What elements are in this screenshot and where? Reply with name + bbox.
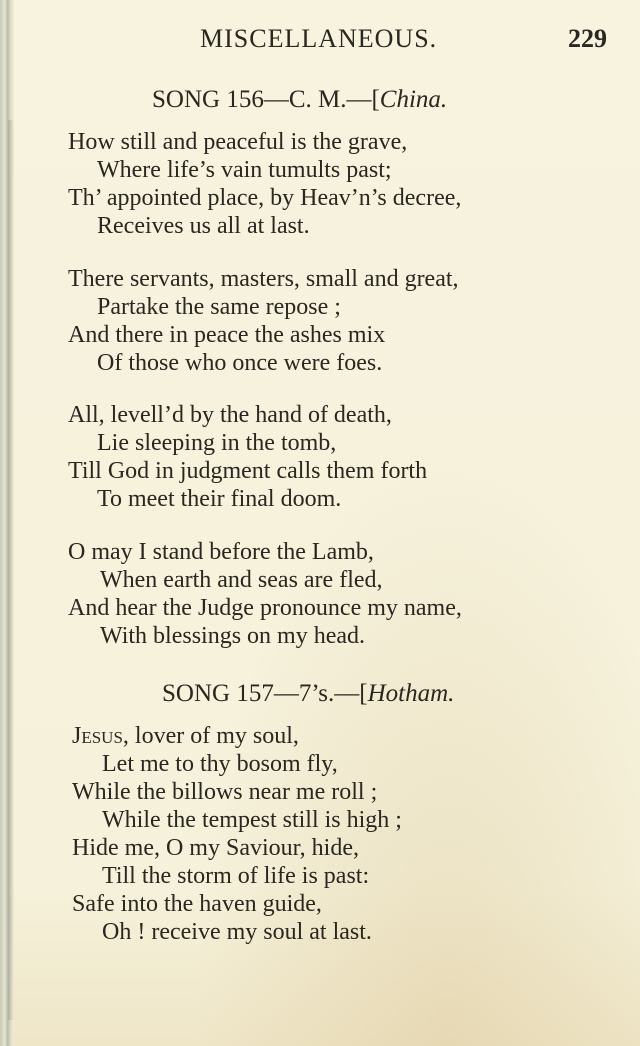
- song-title-prefix: SONG 157—7’s.—[: [162, 680, 368, 707]
- first-word: Jesus: [72, 723, 123, 749]
- verse-line: There servants, masters, small and great,: [68, 266, 459, 292]
- verse-line: While the tempest still is high ;: [102, 807, 402, 833]
- verse-line: Where life’s vain tumults past;: [97, 157, 392, 183]
- verse-line-rest: , lover of my soul,: [122, 723, 299, 749]
- running-title: MISCELLANEOUS.: [200, 24, 438, 53]
- verse-line: Partake the same repose ;: [97, 294, 341, 320]
- verse-line: Receives us all at last.: [97, 213, 310, 239]
- verse-line: With blessings on my head.: [100, 623, 366, 649]
- verse-line: O may I stand before the Lamb,: [68, 539, 374, 565]
- verse-line: Oh ! receive my soul at last.: [102, 919, 372, 945]
- tune-name: Hotham.: [367, 680, 455, 707]
- verse-line: Hide me, O my Saviour, hide,: [72, 835, 359, 861]
- verse-line: How still and peaceful is the grave,: [68, 129, 408, 155]
- verse-line: Safe into the haven guide,: [72, 891, 322, 917]
- verse-line: Lie sleeping in the tomb,: [97, 430, 337, 456]
- verse-line: To meet their final doom.: [97, 486, 342, 512]
- gutter-shadow: [8, 120, 14, 1020]
- verse-line: [72, 722, 299, 750]
- verse-line: All, levell’d by the hand of death,: [68, 402, 392, 428]
- song-156-title: [152, 86, 447, 114]
- verse-line: And there in peace the ashes mix: [68, 322, 386, 348]
- running-head: [200, 24, 620, 58]
- verse-line: Of those who once were foes.: [97, 350, 383, 376]
- verse-line: Let me to thy bosom fly,: [102, 751, 338, 777]
- verse-line: And hear the Judge pronounce my name,: [68, 595, 462, 621]
- verse-line: Till the storm of life is past:: [102, 863, 370, 889]
- song-title-prefix: SONG 156—C. M.—[: [152, 86, 380, 113]
- song-157-title: [162, 680, 454, 708]
- tune-name: China.: [379, 86, 448, 113]
- verse-line: While the billows near me roll ;: [72, 779, 378, 805]
- page-number: 229: [568, 24, 607, 53]
- verse-line: When earth and seas are fled,: [100, 567, 383, 593]
- verse-line: Th’ appointed place, by Heav’n’s decree,: [68, 185, 462, 211]
- verse-line: Till God in judgment calls them forth: [68, 458, 428, 484]
